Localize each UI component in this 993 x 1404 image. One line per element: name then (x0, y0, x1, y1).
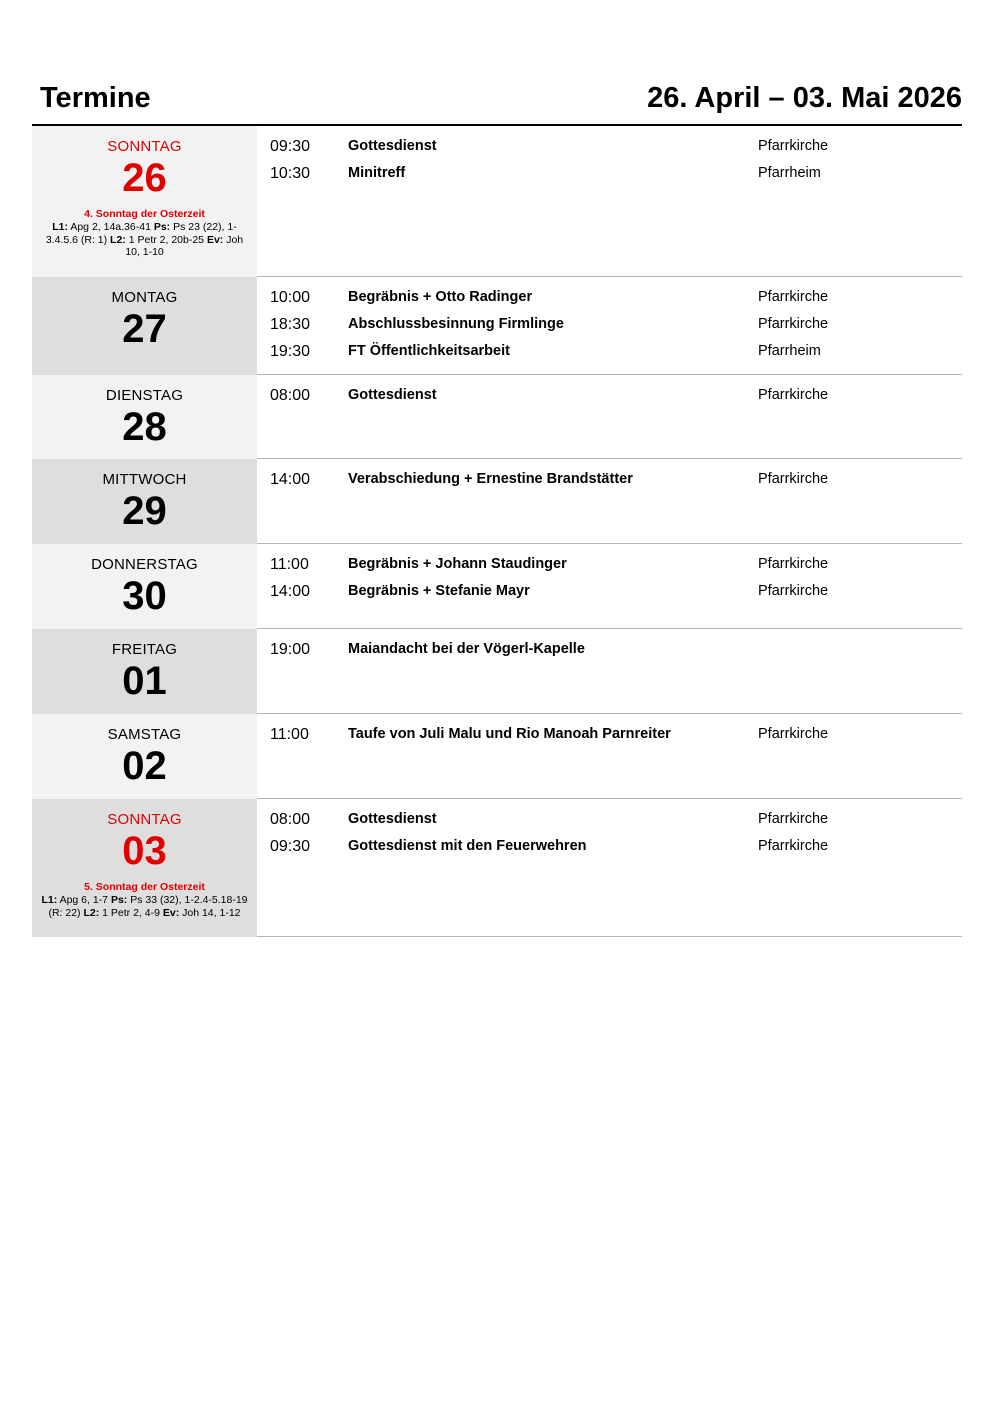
event-time: 11:00 (270, 726, 309, 743)
event-place: Pfarrkirche (758, 387, 829, 403)
event-time: 14:00 (270, 471, 311, 488)
event-name: Begräbnis + Otto Radinger (348, 289, 533, 305)
event-name: Begräbnis + Stefanie Mayr (348, 582, 530, 599)
event-name: Maiandacht bei der Vögerl-Kapelle (348, 641, 585, 657)
day-row (32, 799, 962, 937)
event-time: 19:00 (270, 641, 311, 658)
day-row (32, 277, 962, 375)
event-name: Gottesdienst (348, 811, 437, 827)
event-time: 10:00 (270, 289, 311, 306)
day-number: 01 (122, 659, 167, 703)
event-time: 10:30 (270, 164, 311, 182)
readings: L1: Apg 2, 14a.36-41 Ps: Ps 23 (22), 1-3.4.5.6 (R: 1) L2: 1 Petr 2, 20b-25 Ev: Joh 10, 1-10 (45, 221, 244, 259)
event (257, 470, 962, 497)
day-cell (32, 629, 257, 714)
day-number: 26 (122, 156, 167, 200)
event (257, 837, 962, 864)
page-header (32, 80, 962, 126)
page-title: Termine (40, 82, 151, 114)
event-place: Pfarrkirche (758, 315, 829, 332)
events-cell (257, 544, 962, 629)
day-cell (32, 714, 257, 799)
events-cell (257, 375, 962, 459)
event-name: Begräbnis + Johann Staudinger (348, 556, 567, 572)
events-cell (257, 126, 962, 277)
event-time: 18:30 (270, 315, 311, 333)
event-time: 09:30 (270, 138, 311, 155)
day-row (32, 629, 962, 714)
day-cell (32, 126, 257, 277)
event-place: Pfarrkirche (758, 289, 829, 305)
day-number: 27 (122, 307, 167, 351)
event-name: Taufe von Juli Malu und Rio Manoah Parnreiter (348, 726, 671, 742)
event-place: Pfarrkirche (758, 837, 829, 854)
event-name: Verabschiedung + Ernestine Brandstätter (348, 471, 633, 487)
weekday: SAMSTAG (107, 726, 182, 743)
event-place: Pfarrheim (758, 342, 821, 359)
event-place: Pfarrkirche (758, 582, 829, 599)
event-time: 08:00 (270, 387, 311, 404)
day-number: 02 (122, 744, 167, 788)
event-place: Pfarrkirche (758, 811, 829, 827)
weekday: MONTAG (111, 289, 178, 306)
day-number: 29 (122, 489, 167, 533)
events-cell (257, 629, 962, 714)
events-cell (257, 799, 962, 937)
day-row (32, 459, 962, 544)
event (257, 315, 962, 342)
day-cell (32, 277, 257, 375)
weekday: DONNERSTAG (91, 556, 198, 573)
liturgical-day: 4. Sonntag der Osterzeit (84, 208, 205, 220)
weekday: SONNTAG (107, 138, 182, 155)
weekday: FREITAG (111, 641, 178, 658)
event-place: Pfarrheim (758, 164, 821, 181)
event (257, 342, 962, 369)
event (257, 640, 962, 667)
event-place: Pfarrkirche (758, 556, 829, 572)
event-place: Pfarrkirche (758, 471, 829, 487)
weekday: MITTWOCH (102, 471, 187, 488)
schedule (32, 126, 962, 937)
events-cell (257, 459, 962, 544)
day-cell (32, 799, 257, 937)
event (257, 164, 962, 191)
event-time: 08:00 (270, 811, 311, 828)
event (257, 555, 962, 582)
event-name: Minitreff (348, 164, 406, 181)
day-number: 30 (122, 574, 167, 618)
weekday: SONNTAG (107, 811, 182, 828)
date-range: 26. April – 03. Mai 2026 (647, 82, 962, 114)
events-cell (257, 714, 962, 799)
day-number: 03 (122, 829, 167, 873)
event-place: Pfarrkirche (758, 726, 829, 742)
event (257, 288, 962, 315)
day-row (32, 544, 962, 629)
day-cell (32, 459, 257, 544)
event (257, 725, 962, 752)
event-name: Gottesdienst mit den Feuerwehren (348, 837, 587, 854)
event-time: 14:00 (270, 582, 311, 600)
day-number: 28 (122, 405, 167, 449)
event (257, 582, 962, 609)
day-cell (32, 544, 257, 629)
event (257, 386, 962, 413)
day-row (32, 375, 962, 459)
event-name: Gottesdienst (348, 138, 437, 154)
events-cell (257, 277, 962, 375)
event-time: 11:00 (270, 556, 309, 573)
day-row (32, 126, 962, 277)
event-time: 19:30 (270, 342, 311, 360)
event-name: Gottesdienst (348, 387, 437, 403)
event (257, 137, 962, 164)
day-row (32, 714, 962, 799)
event-place: Pfarrkirche (758, 138, 829, 154)
day-cell (32, 375, 257, 459)
event-name: FT Öffentlichkeitsarbeit (348, 342, 510, 359)
event-name: Abschlussbesinnung Firmlinge (348, 315, 564, 332)
event (257, 810, 962, 837)
liturgical-day: 5. Sonntag der Osterzeit (84, 881, 205, 893)
readings: L1: Apg 6, 1-7 Ps: Ps 33 (32), 1-2.4-5.18-19 (R: 22) L2: 1 Petr 2, 4-9 Ev: Joh 14, 1-12 (41, 894, 248, 919)
event-time: 09:30 (270, 837, 311, 855)
weekday: DIENSTAG (105, 387, 184, 404)
